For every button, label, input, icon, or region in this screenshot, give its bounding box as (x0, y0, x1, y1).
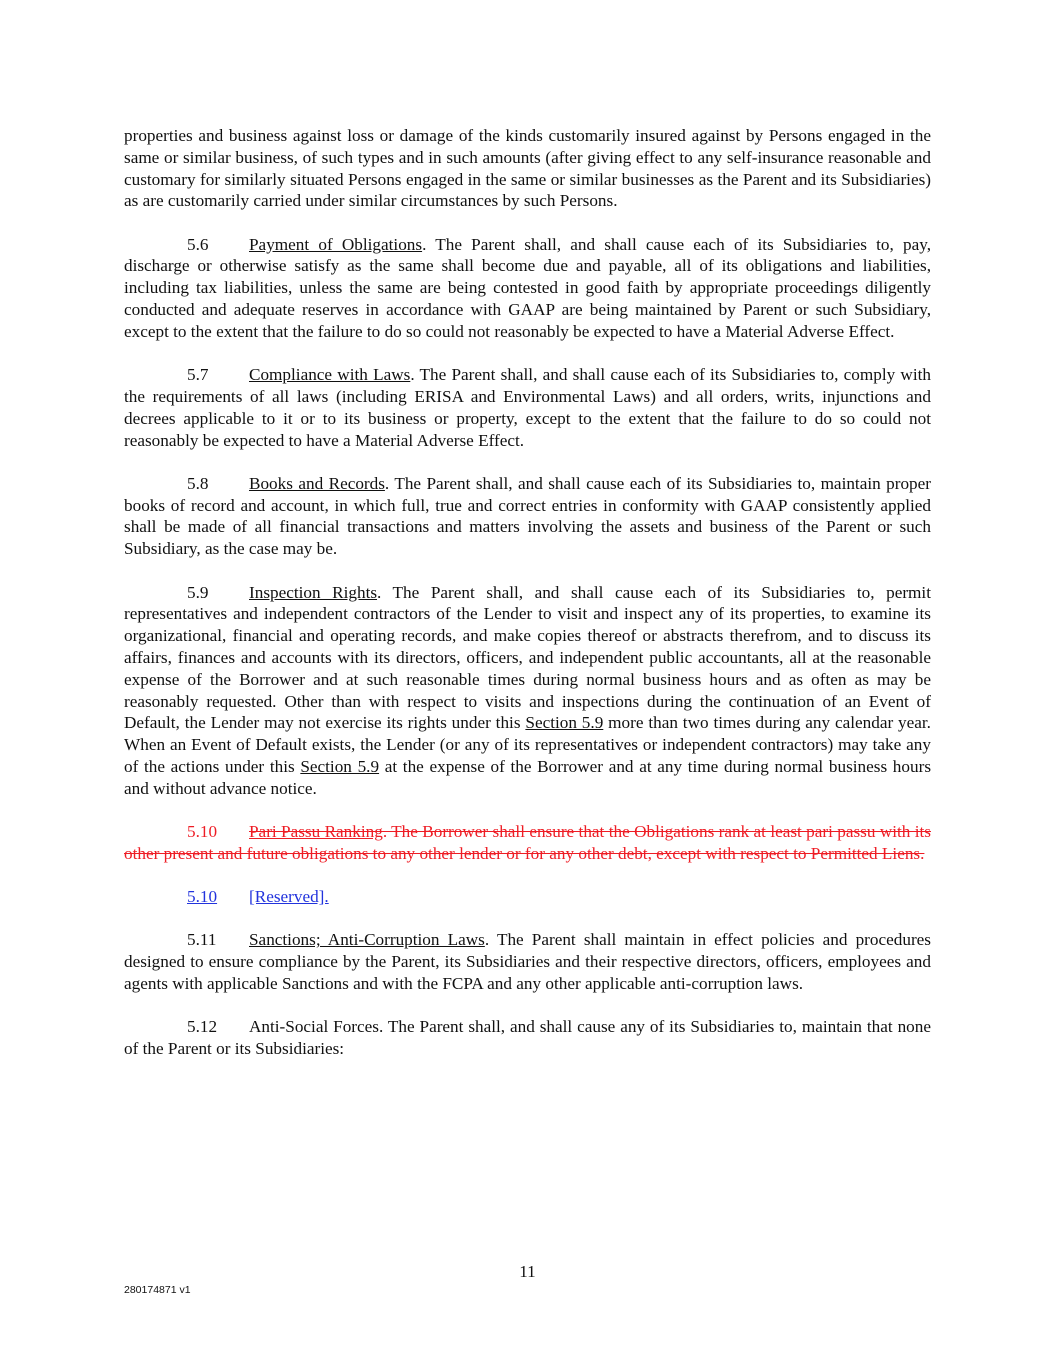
section-cross-reference: Section 5.9 (300, 756, 380, 776)
section-number: 5.10 (187, 887, 218, 907)
section-body: . The Parent shall, and shall cause each of its Subsidiaries to, permit representatives and independent contractors of the Lender to visit and inspect any of its properties, to examine its organizational, financial and operating records, and make copies thereof or abstracts therefrom, and to discuss its affairs, finances and accounts with its directors, officers, and independent public accountants, all at the reasonable expense of the Borrower and at such reasonable times during normal business hours and as often as may be reasonably requested. Other than with respect to visits and inspections during the continuation of an Event of Default, the Lender may not exercise its rights under this (124, 582, 931, 733)
section-body: . The Parent shall maintain in effect policies and procedures designed to ensure compliance by the Parent, its Subsidiaries and their respective directors, officers, employees and agents with applicable Sanctions and with the FCPA and any other applicable anti-corruption laws. (124, 930, 931, 993)
intro-text: properties and business against loss or damage of the kinds customarily insured against by Persons engaged in the same or similar business, of such types and in such amounts (after giving effect to any self-insurance reasonable and customary for similarly situated Persons engaged in the same or similar businesses as the Parent and its Subsidiaries) as are customarily carried under similar circumstances by such Persons. (124, 126, 931, 211)
section-heading: Pari Passu Ranking (249, 822, 383, 842)
section-5-6 (124, 234, 931, 343)
section-number: 5.6 (187, 234, 209, 254)
section-body: . The Parent shall, and shall cause each of its Subsidiaries to, comply with the requirements of all laws (including ERISA and Environmental Laws) and all orders, writs, injunctions and decrees applicable to it or to its business or property, except to the extent that the failure to do so could not reasonably be expected to have a Material Adverse Effect. (124, 365, 931, 450)
section-5-7 (124, 364, 931, 451)
section-number: 5.9 (187, 582, 209, 602)
section-heading: Sanctions; Anti-Corruption Laws (249, 930, 485, 950)
section-5-8 (124, 473, 931, 560)
section-body: at the expense of the Borrower and at any time during normal business hours and without advance notice. (124, 756, 932, 798)
document-page (124, 125, 931, 1081)
section-5-10-deleted-revision (124, 821, 931, 865)
section-5-11 (124, 929, 931, 994)
section-body: more than two times during any calendar year. When an Event of Default exists, the Lender (or any of its representatives or independent contractors) may take any of the actions under this (124, 713, 931, 776)
section-5-10-inserted-revision (124, 886, 931, 908)
section-number: 5.12 (187, 1017, 218, 1037)
page-number: 11 (519, 1262, 536, 1281)
section-number: 5.8 (187, 473, 209, 493)
intro-paragraph (124, 125, 931, 212)
section-heading: [Reserved]. (249, 887, 329, 907)
section-body: . The Parent shall, and shall cause each of its Subsidiaries to, maintain proper books of record and account, in which full, true and correct entries in conformity with GAAP consistently applied shall be made of all financial transactions and matters involving the assets and business of the Parent or such Subsidiary, as the case may be. (124, 473, 931, 559)
section-body: Anti-Social Forces. The Parent shall, and shall cause any of its Subsidiaries to, maintain that none of the Parent or its Subsidiaries: (124, 1017, 931, 1059)
section-number: 5.10 (187, 822, 218, 842)
section-body: . The Borrower shall ensure that the Obligations rank at least pari passu with its other present and future obligations to any other lender or for any other debt, except with respect to Permitted Liens. (124, 822, 931, 863)
section-heading: Payment of Obligations (249, 234, 423, 254)
section-body: . The Parent shall, and shall cause each of its Subsidiaries to, pay, discharge or otherwise satisfy as the same shall become due and payable, all of its obligations and liabilities, including tax liabilities, unless the same are being contested in good faith by appropriate proceedings diligently conducted and adequate reserves in accordance with GAAP are being maintained by Parent or such Subsidiary, except to the extent that the failure to do so could not reasonably be expected to have a Material Adverse Effect. (124, 234, 932, 341)
section-heading: Books and Records (249, 473, 385, 493)
section-heading: Compliance with Laws (249, 365, 411, 385)
section-5-12 (124, 1016, 931, 1060)
section-number: 5.7 (187, 365, 209, 385)
section-number: 5.11 (187, 930, 217, 950)
section-heading: Inspection Rights (249, 582, 378, 602)
document-id: 280174871 v1 (124, 1284, 191, 1296)
section-cross-reference: Section 5.9 (525, 713, 604, 733)
section-5-9 (124, 582, 931, 800)
inserted-text (124, 887, 329, 906)
